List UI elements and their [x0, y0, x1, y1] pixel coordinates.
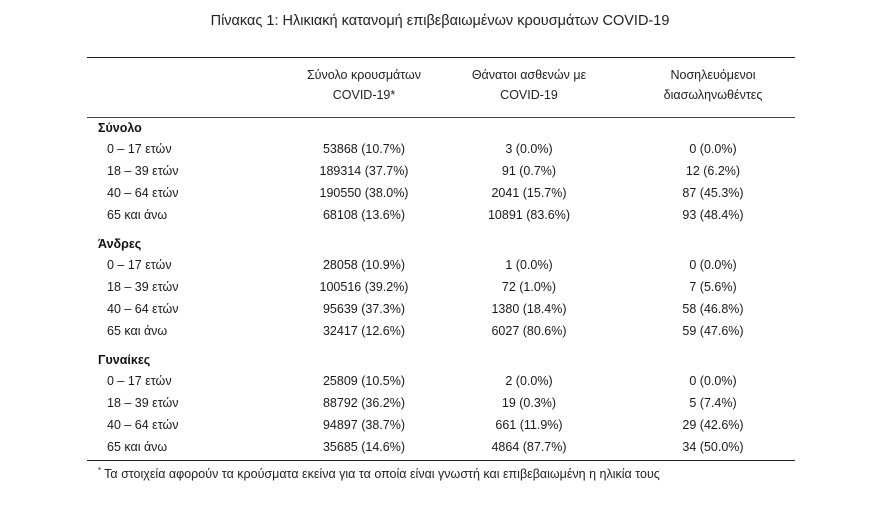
table-row [0, 371, 880, 391]
table-row [0, 139, 880, 159]
row-label: 0 – 17 ετών [107, 142, 172, 156]
row-label: 40 – 64 ετών [107, 186, 179, 200]
cell-deaths: 1 (0.0%) [505, 258, 553, 272]
table-row [0, 183, 880, 203]
cell-intubated: 34 (50.0%) [682, 440, 744, 454]
table-row [0, 415, 880, 435]
table-row [0, 161, 880, 181]
header-total-cases-line2: COVID-19* [332, 88, 396, 102]
row-label: 0 – 17 ετών [107, 258, 172, 272]
cell-cases: 68108 (13.6%) [322, 208, 405, 222]
top-rule [87, 57, 795, 58]
row-label: 65 και άνω [107, 440, 168, 454]
cell-intubated: 59 (47.6%) [682, 324, 744, 338]
cell-deaths: 19 (0.3%) [501, 396, 557, 410]
header-intubated [632, 65, 794, 105]
cell-intubated: 5 (7.4%) [689, 396, 737, 410]
cell-deaths: 4864 (87.7%) [491, 440, 567, 454]
header-deaths [437, 65, 621, 105]
cell-cases: 190550 (38.0%) [319, 186, 409, 200]
header-intubated-line2: διασωληνωθέντες [663, 88, 763, 102]
cell-cases: 189314 (37.7%) [319, 164, 409, 178]
cell-cases: 100516 (39.2%) [319, 280, 409, 294]
cell-intubated: 87 (45.3%) [682, 186, 744, 200]
footnote [98, 466, 660, 481]
cell-cases: 88792 (36.2%) [322, 396, 405, 410]
cell-intubated: 0 (0.0%) [689, 374, 737, 388]
cell-intubated: 0 (0.0%) [689, 258, 737, 272]
row-label: 18 – 39 ετών [107, 164, 179, 178]
row-label: 40 – 64 ετών [107, 418, 179, 432]
footnote-mark: * [98, 466, 102, 475]
footnote-text: Τα στοιχεία αφορούν τα κρούσματα εκείνα για τα οποία είναι γνωστή και επιβεβαιωμένη η ηλικία τους [104, 467, 660, 482]
header-intubated-line1: Νοσηλευόμενοι [670, 68, 756, 82]
cell-intubated: 29 (42.6%) [682, 418, 744, 432]
cell-intubated: 93 (48.4%) [682, 208, 744, 222]
cell-deaths: 1380 (18.4%) [491, 302, 567, 316]
group-heading-women: Γυναίκες [98, 353, 151, 367]
cell-cases: 35685 (14.6%) [322, 440, 405, 454]
cell-cases: 32417 (12.6%) [322, 324, 405, 338]
cell-deaths: 661 (11.9%) [495, 418, 563, 432]
cell-intubated: 7 (5.6%) [689, 280, 737, 294]
bottom-rule [87, 460, 795, 461]
cell-intubated: 0 (0.0%) [689, 142, 737, 156]
header-total-cases [278, 65, 450, 105]
cell-deaths: 10891 (83.6%) [487, 208, 570, 222]
table-title: Πίνακας 1: Ηλικιακή κατανομή επιβεβαιωμένων κρουσμάτων COVID-19 [210, 13, 670, 29]
table-row [0, 437, 880, 457]
row-label: 65 και άνω [107, 324, 168, 338]
cell-deaths: 2 (0.0%) [505, 374, 553, 388]
row-label: 65 και άνω [107, 208, 168, 222]
table-row [0, 205, 880, 225]
cell-intubated: 58 (46.8%) [682, 302, 744, 316]
cell-cases: 28058 (10.9%) [322, 258, 405, 272]
table-row [0, 299, 880, 319]
cell-deaths: 72 (1.0%) [501, 280, 557, 294]
cell-deaths: 2041 (15.7%) [491, 186, 567, 200]
cell-cases: 95639 (37.3%) [322, 302, 405, 316]
cell-cases: 94897 (38.7%) [322, 418, 405, 432]
group-heading-total: Σύνολο [98, 121, 142, 135]
row-label: 18 – 39 ετών [107, 280, 179, 294]
table-row [0, 277, 880, 297]
table-row [0, 321, 880, 341]
cell-deaths: 3 (0.0%) [505, 142, 553, 156]
header-deaths-line2: COVID-19 [500, 88, 558, 102]
cell-deaths: 91 (0.7%) [501, 164, 557, 178]
table-row [0, 393, 880, 413]
header-deaths-line1: Θάνατοι ασθενών με [471, 68, 587, 82]
cell-cases: 53868 (10.7%) [322, 142, 405, 156]
group-heading-men: Άνδρες [98, 237, 142, 251]
row-label: 40 – 64 ετών [107, 302, 179, 316]
header-total-cases-line1: Σύνολο κρουσμάτων [306, 68, 422, 82]
header-rule [87, 117, 795, 118]
table-row [0, 255, 880, 275]
cell-deaths: 6027 (80.6%) [491, 324, 567, 338]
cell-intubated: 12 (6.2%) [685, 164, 741, 178]
row-label: 18 – 39 ετών [107, 396, 179, 410]
row-label: 0 – 17 ετών [107, 374, 172, 388]
cell-cases: 25809 (10.5%) [322, 374, 405, 388]
